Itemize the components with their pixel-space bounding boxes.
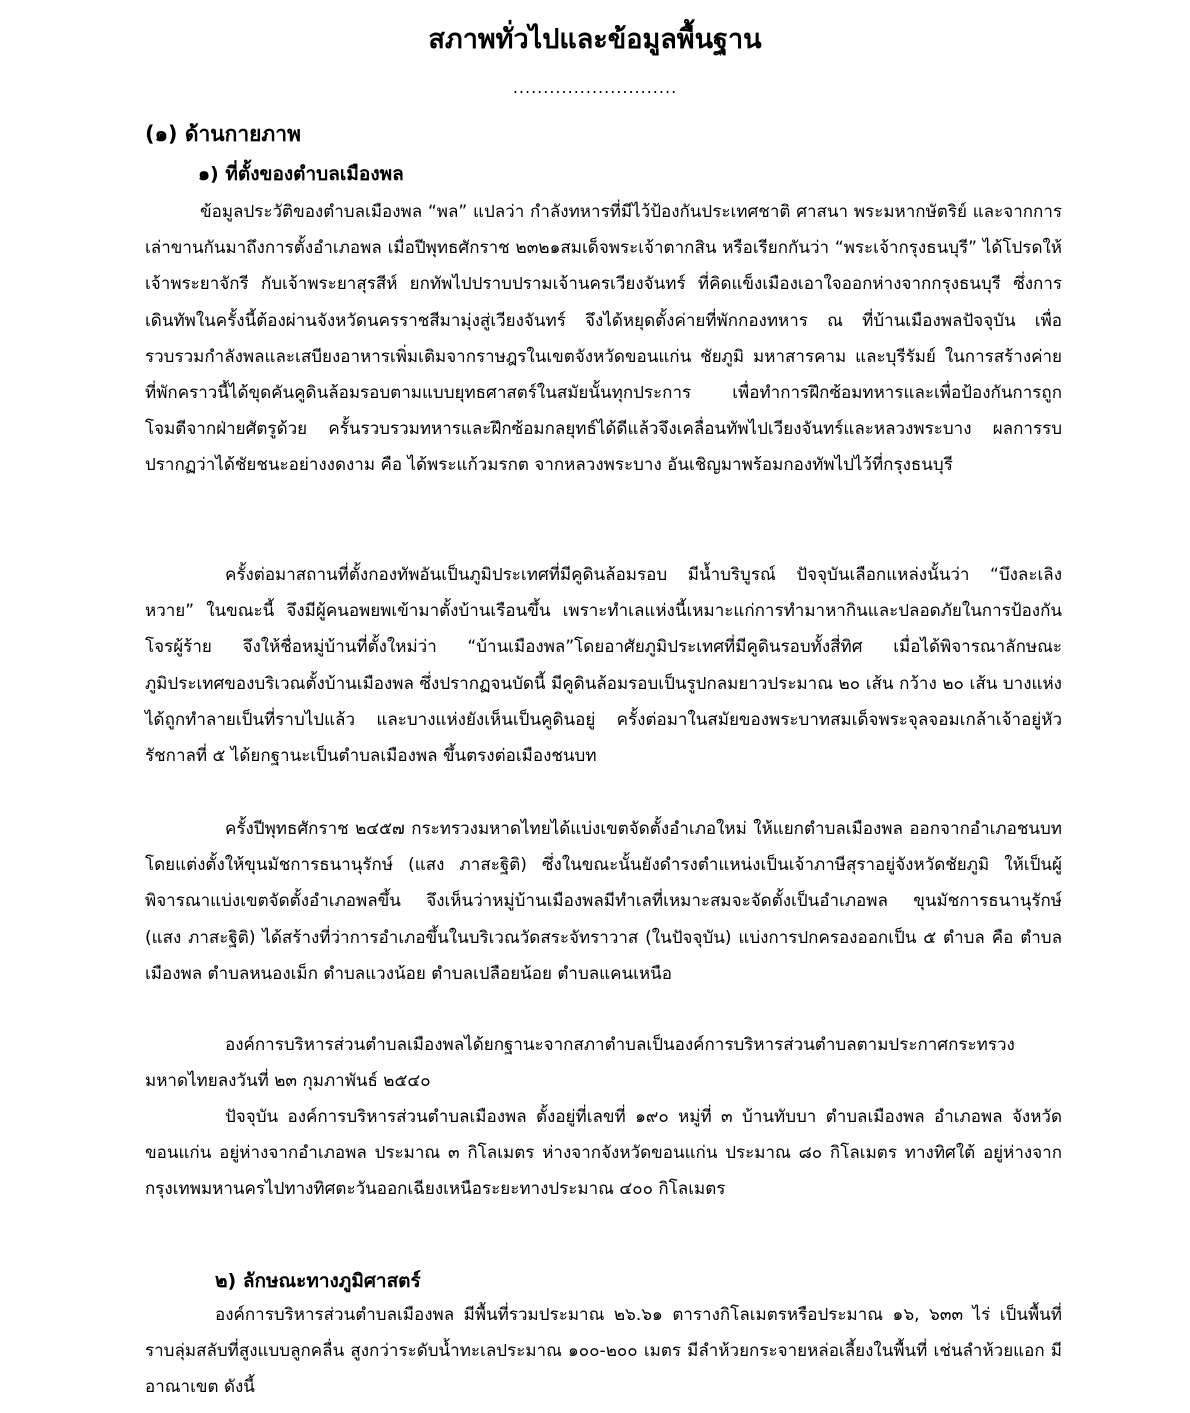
subsection-heading-geography: ๒) ลักษณะทางภูมิศาสตร์ (215, 1270, 421, 1292)
title-separator: ........................... (512, 78, 678, 97)
paragraph-district-founding: ครั้งปีพุทธศักราช ๒๔๕๗ กระทรวงมหาดไทยได้แบ่งเขตจัดตั้งอำเภอใหม่ ให้แยกตำบลเมืองพล ออกจากอำเภอชนบท โดยแต่งตั้งให้ขุนมัชการธนานุรักษ์ (แสง ภาสะฐิติ) ซึ่งในขณะนั้นยังดำรงตำแหน่งเป็นเจ้าภาษีสุราอยู่จังหวัดชัยภูมิ ให้เป็นผู้พิจารณาแบ่งเขตจัดตั้งอำเภอพลขึ้น จึงเห็นว่าหมู่บ้านเมืองพลมีทำเลที่เหมาะสมจะจัดตั้งเป็นอำเภอพล ขุนมัชการธนานุรักษ์ (แสง ภาสะฐิติ) ได้สร้างที่ว่าการอำเภอขึ้นในบริเวณวัดสระจัทราวาส (ในปัจจุบัน) แบ่งการปกครองออกเป็น ๕ ตำบล คือ ตำบลเมืองพล ตำบลหนองเม็ก ตำบลแวงน้อย ตำบลเปลือยน้อย ตำบลแคนเหนือ (145, 819, 1062, 984)
paragraph-sao-status: องค์การบริหารส่วนตำบลเมืองพลได้ยกฐานะจากสภาตำบลเป็นองค์การบริหารส่วนตำบลตามประกาศกระทรวงมหาดไทยลงวันที่ ๒๓ กุมภาพันธ์ ๒๕๔๐ (145, 1035, 1015, 1092)
paragraph-history: ข้อมูลประวัติของตำบลเมืองพล “พล” แปลว่า กำลังทหารที่มีไว้ป้องกันประเทศชาติ ศาสนา พระมหากษัตริย์ และจากการเล่าขานกันมาถึงการตั้งอำเภอพล เมื่อปีพุทธศักราช ๒๓๒๑สมเด็จพระเจ้าตากสิน หรือเรียกกันว่า “พระเจ้ากรุงธนบุรี” ได้โปรดให้ เจ้าพระยาจักรี กับเจ้าพระยาสุรสีห์ ยกทัพไปปราบปรามเจ้านครเวียงจันทร์ ที่คิดแข็งเมืองเอาใจออกห่างจากกรุงธนบุรี ซึ่งการเดินทัพในครั้งนี้ต้องผ่านจังหวัดนครราชสีมามุ่งสู่เวียงจันทร์ จึงได้หยุดตั้งค่ายที่พักกองทหาร ณ ที่บ้านเมืองพลปัจจุบัน เพื่อรวบรวมกำลังพลและเสบียงอาหารเพิ่มเติมจากราษฎรในเขตจังหวัดขอนแก่น ชัยภูมิ มหาสารคาม และบุรีรัมย์ ในการสร้างค่ายที่พักคราวนี้ได้ขุดคันคูดินล้อมรอบตามแบบยุทธศาสตร์ในสมัยนั้นทุกประการ เพื่อทำการฝึกซ้อมทหารและเพื่อป้องกันการถูกโจมตีจากฝ่ายศัตรูด้วย ครั้นรวบรวมทหารและฝึกซ้อมกลยุทธ์ได้ดีแล้วจึงเคลื่อนทัพไปเวียงจันทร์และหลวงพระบาง ผลการรบปรากฏว่าได้ชัยชนะอย่างงดงาม คือ ได้พระแก้วมรกต จากหลวงพระบาง อันเชิญมาพร้อมกองทัพไปไว้ที่กรุงธนบุรี (145, 202, 1062, 476)
document-title: สภาพทั่วไปและข้อมูลพื้นฐาน (428, 24, 762, 55)
paragraph-geography: องค์การบริหารส่วนตำบลเมืองพล มีพื้นที่รวมประมาณ ๒๖.๖๑ ตารางกิโลเมตรหรือประมาณ ๑๖, ๖๓๓ ไร่ เป็นพื้นที่ราบลุ่มสลับที่สูงแบบลูกคลื่น สูงกว่าระดับน้ำทะเลประมาณ ๑๐๐-๒๐๐ เมตร มีลำห้วยกระจายหล่อเลี้ยงในพื้นที่ เช่นลำห้วยแอก มีอาณาเขต ดังนี้ (145, 1305, 1062, 1398)
section-heading-physical: (๑) ด้านกายภาพ (145, 122, 301, 146)
paragraph-current-location: ปัจจุบัน องค์การบริหารส่วนตำบลเมืองพล ตั้งอยู่ที่เลขที่ ๑๙๐ หมู่ที่ ๓ บ้านทับบา ตำบลเมืองพล อำเภอพล จังหวัดขอนแก่น อยู่ห่างจากอำเภอพล ประมาณ ๓ กิโลเมตร ห่างจากจังหวัดขอนแก่น ประมาณ ๘๐ กิโลเมตร ทางทิศใต้ อยู่ห่างจากกรุงเทพมหานครไปทางทิศตะวันออกเฉียงเหนือระยะทางประมาณ ๔๐๐ กิโลเมตร (145, 1107, 1062, 1200)
paragraph-village-origin: ครั้งต่อมาสถานที่ตั้งกองทัพอันเป็นภูมิประเทศที่มีคูดินล้อมรอบ มีน้ำบริบูรณ์ ปัจจุบันเลือกแหล่งนั้นว่า “บึงละเลิงหวาย” ในขณะนี้ จึงมีผู้คนอพยพเข้ามาตั้งบ้านเรือนขึ้น เพราะทำเลแห่งนี้เหมาะแก่การทำมาหากินและปลอดภัยในการป้องกันโจรผู้ร้าย จึงให้ชื่อหมู่บ้านที่ตั้งใหม่ว่า “บ้านเมืองพล”โดยอาศัยภูมิประเทศที่มีคูดินรอบทั้งสี่ทิศ เมื่อได้พิจารณาลักษณะภูมิประเทศของบริเวณตั้งบ้านเมืองพล ซึ่งปรากฏจนบัดนี้ มีคูดินล้อมรอบเป็นรูปกลมยาวประมาณ ๒๐ เส้น กว้าง ๒๐ เส้น บางแห่งได้ถูกทำลายเป็นที่ราบไปแล้ว และบางแห่งยังเห็นเป็นคูดินอยู่ ครั้งต่อมาในสมัยของพระบาทสมเด็จพระจุลจอมเกล้าเจ้าอยู่หัวรัชกาลที่ ๕ ได้ยกฐานะเป็นตำบลเมืองพล ขึ้นตรงต่อเมืองชนบท (145, 565, 1062, 767)
subsection-heading-location: ๑) ที่ตั้งของตำบลเมืองพล (198, 163, 404, 185)
